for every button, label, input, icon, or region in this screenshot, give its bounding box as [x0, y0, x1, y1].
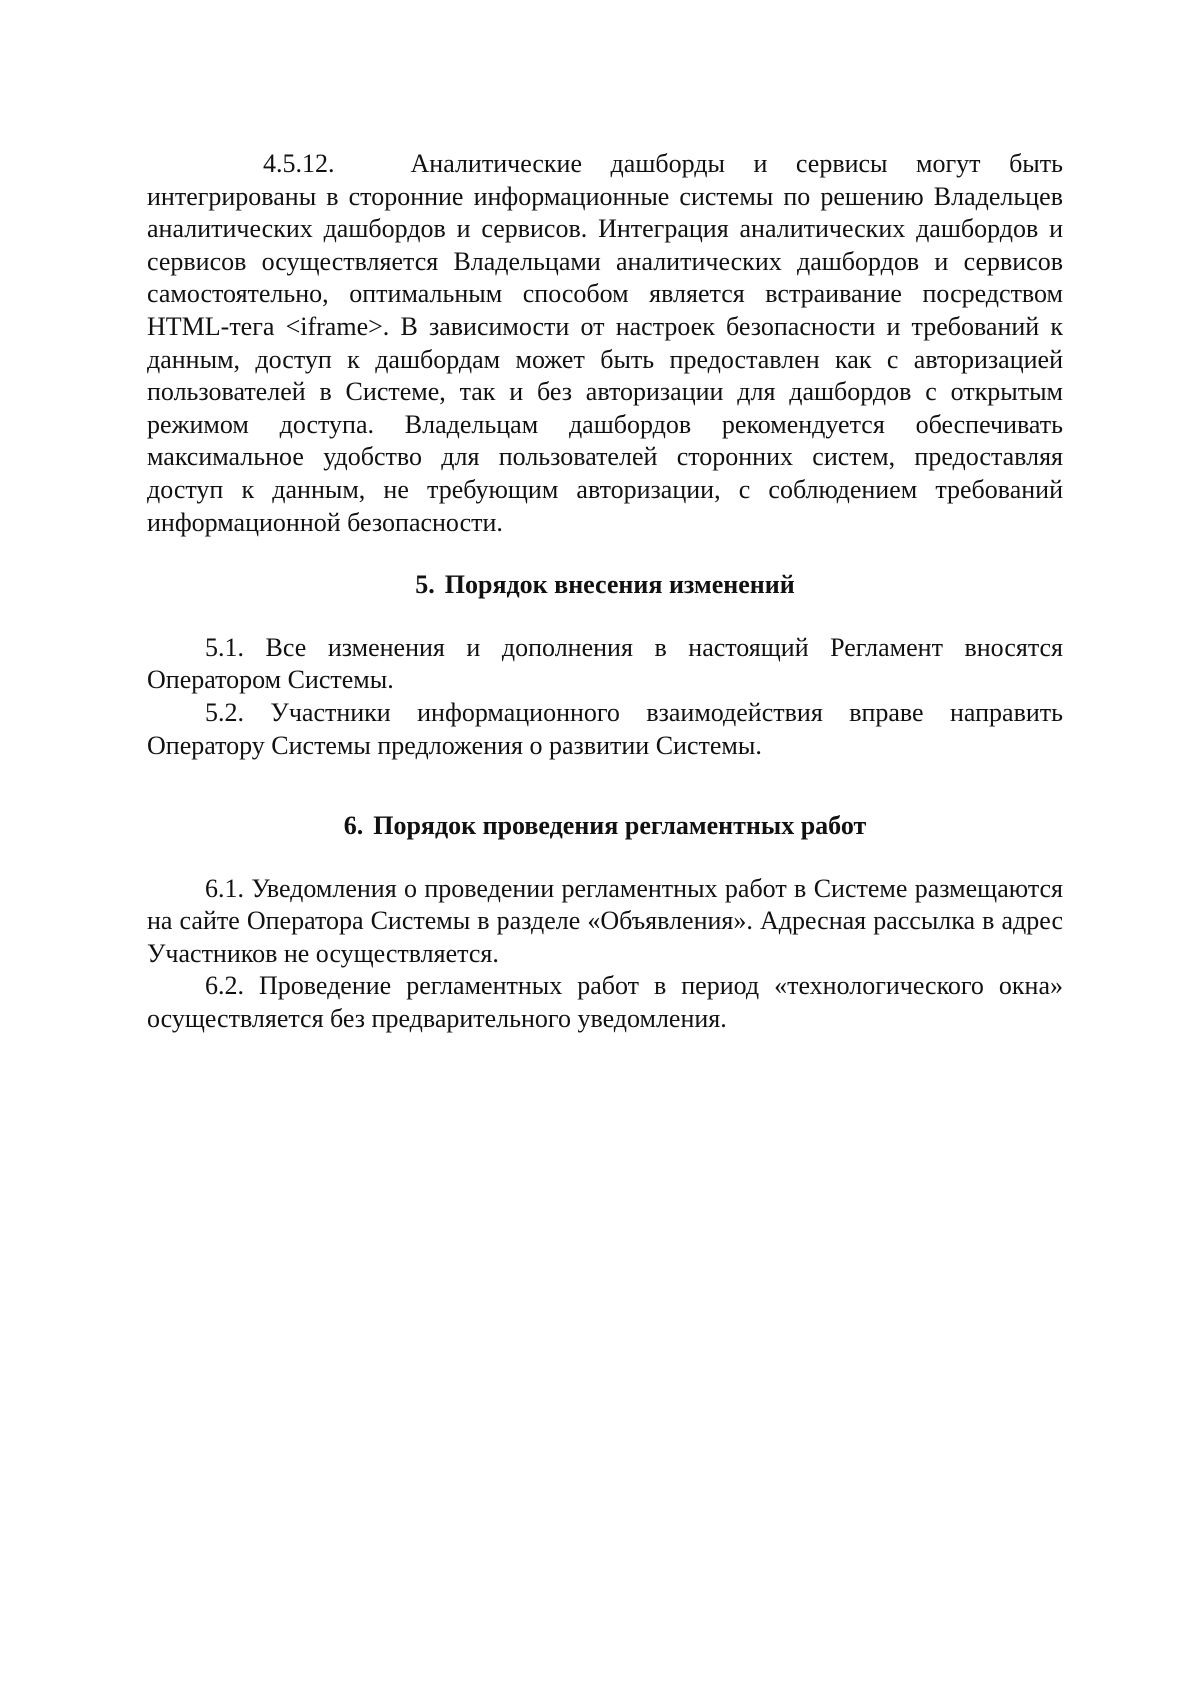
- paragraph-text: Аналитические дашборды и сервисы могут быть интегрированы в сторонние информационные системы по решению Владельцев аналитических дашбордов и сервисов. Интеграция аналитических дашбордов и сервисов осуществляется Владельцами аналитических дашбордов и сервисов самостоятельно, оптимальным способом является встраивание посредством HTML-тега <iframe>. В зависимости от настроек безопасности и требований к данным, доступ к дашбордам может быть предоставлен как с авторизацией пользователей в Системе, так и без авторизации для дашбордов с открытым режимом доступа. Владельцам дашбордов рекомендуется обеспечивать максимальное удобство для пользователей сторонних систем, предоставляя доступ к данным, не требующим авторизации, с соблюдением требований информационной безопасности.: [147, 149, 1063, 537]
- section-title: Порядок проведения регламентных работ: [373, 811, 867, 841]
- paragraph-number: 4.5.12.: [263, 149, 335, 178]
- paragraph-5-2: 5.2. Участники информационного взаимодействия вправе направить Оператору Системы предложения о развитии Системы.: [147, 697, 1063, 760]
- spacer: [147, 762, 1063, 810]
- spacer: [147, 539, 1063, 569]
- paragraph-6-2: 6.2. Проведение регламентных работ в период «технологического окна» осуществляется без предварительного уведомления.: [147, 971, 1063, 1034]
- section-6-heading: [147, 810, 1063, 843]
- document-page: [147, 148, 1063, 1036]
- paragraph-4-5-12: [147, 148, 1063, 539]
- section-title: Порядок внесения изменений: [444, 570, 795, 600]
- paragraph-6-1: 6.1. Уведомления о проведении регламентных работ в Системе размещаются на сайте Оператора Системы в разделе «Объявления». Адресная рассылка в адрес Участников не осуществляется.: [147, 873, 1063, 968]
- spacer: [147, 843, 1063, 873]
- section-5-heading: [147, 569, 1063, 602]
- paragraph-5-1: 5.1. Все изменения и дополнения в настоящий Регламент вносятся Оператором Системы.: [147, 632, 1063, 695]
- section-number: 6.: [343, 811, 364, 841]
- section-number: 5.: [415, 570, 435, 600]
- spacer: [147, 602, 1063, 632]
